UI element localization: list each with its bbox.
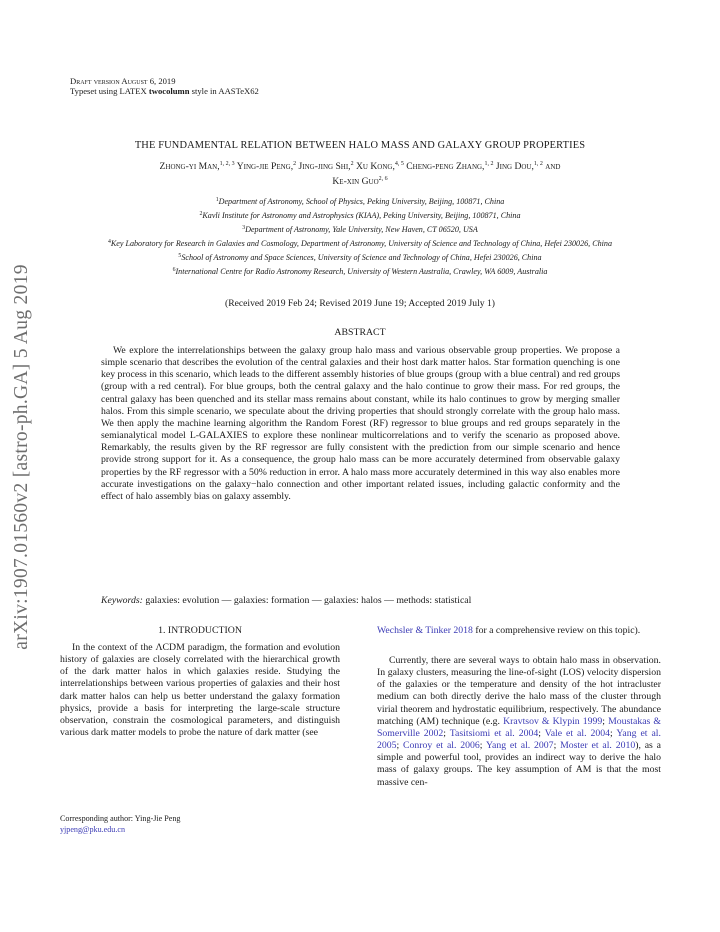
- typeset-line: Typeset using LATEX twocolumn style in AASTeX62: [70, 86, 259, 97]
- keywords: [101, 595, 620, 606]
- citation-link[interactable]: Conroy et al. 2006: [403, 740, 480, 752]
- draft-version: Draft version August 6, 2019: [70, 76, 176, 86]
- affiliation: $^1$Department of Astronomy, School of Physics, Peking University, Beijing, 100871, China: [215, 197, 505, 206]
- author: Cheng-peng Zhang,$^{1, 2}$: [406, 161, 494, 172]
- citation-link[interactable]: Yang et al. 2005: [377, 727, 661, 752]
- citation-link[interactable]: Tasitsiomi et al. 2004: [449, 727, 539, 739]
- author-conjunction: and: [545, 161, 561, 172]
- affiliation: $^3$Department of Astronomy, Yale University, New Haven, CT 06520, USA: [242, 225, 478, 235]
- intro-paragraph-right: Currently, there are several ways to obtain halo mass in observation. In galaxy clusters, measuring the line-of-sight (LOS) velocity dispersion of the galaxies or the temperature and density of the hot intracluster medium can both directly derive the halo mass of the cluster through virial theorem and hydrostatic equilibrium, respectively. The abundance matching (AM) technique (e.g. Kravtsov & Klypin 1999; Moustakas & Somerville 2002; Tasitsiomi et al. 2004; Vale et al. 2004; Yang et al. 2005; Conroy et al. 2006; Yang et al. 2007; Moster et al. 2010), as a simple and powerful tool, provides an indirect way to derive the halo mass of galaxy groups. The key assumption of AM is that the most massive cen-: [377, 655, 661, 788]
- abstract-text: We explore the interrelationships between the galaxy group halo mass and various observable group properties. We propose a simple scenario that describes the evolution of the central galaxies and their host dark matter halos. Star formation quenching is one key process in this scenario, which leads to the different assembly histories of blue groups (group with a blue central) and red groups (group with a red central). For blue groups, both the central galaxy and the halo continue to grow their mass. For red groups, the central galaxy has been quenched and its stellar mass remains about constant, while its halo continues to grow by merging smaller halos. From this simple scenario, we speculate about the driving properties that should strongly correlate with the group halo mass. We then apply the machine learning algorithm the Random Forest (RF) regressor to blue groups and red groups separately in the semianalytical model L-GALAXIES to explore these nonlinear multicorrelations and to verify the scenario as proposed above. Remarkably, the results given by the RF regressor are fully consistent with the prediction from our simple scenario and hence provide strong support for it. As a consequence, the group halo mass can be more accurately determined from observable galaxy properties by the RF regressor with a 50% reduction in error. A halo mass more accurately determined in this way also enables more accurate investigations on the galaxy−halo connection and other important related issues, including galactic conformity and the effect of halo assembly bias on galaxy assembly.: [101, 345, 620, 502]
- corresponding-author: [60, 814, 180, 836]
- latex-logo: LATEX: [119, 86, 147, 97]
- keywords-list: galaxies: evolution — galaxies: formation — galaxies: halos — methods: statistical: [142, 595, 472, 606]
- author: Jing Dou,$^{1, 2}$: [495, 161, 543, 172]
- keywords-label: Keywords:: [101, 595, 143, 606]
- author: Zhong-yi Man,$^{1, 2, 3}$: [159, 161, 235, 172]
- citation-link[interactable]: Wechsler & Tinker 2018: [377, 625, 473, 636]
- citation-link[interactable]: Moustakas & Somerville 2002: [377, 715, 661, 739]
- affiliations: [60, 194, 660, 279]
- author: Xu Kong,$^{4, 5}$: [355, 161, 404, 172]
- affiliation: $^2$Kavli Institute for Astronomy and Astrophysics (KIAA), Peking University, Beijing, 100871, China: [199, 211, 521, 221]
- abstract-heading: ABSTRACT: [334, 327, 386, 338]
- citation-link[interactable]: Kravtsov & Klypin 1999: [503, 715, 603, 727]
- preprint-header: [70, 76, 259, 97]
- citation-link[interactable]: Vale et al. 2004: [544, 727, 611, 739]
- corresponding-author-label: Corresponding author: Ying-Jie Peng: [60, 814, 181, 823]
- affiliation: $^6$International Centre for Radio Astronomy Research, University of Western Australia, Crawley, WA 6009, Australia: [172, 267, 548, 277]
- affiliation: $^5$School of Astronomy and Space Sciences, University of Science and Technology of China, Hefei 230026, China: [178, 253, 542, 263]
- author: Ke-xin Guo$^{2, 6}$: [332, 176, 388, 187]
- arxiv-identifier: arXiv:1907.01560v2 [astro-ph.GA] 5 Aug 2019: [11, 264, 32, 650]
- arxiv-sidebar: [0, 222, 44, 692]
- intro-paragraph-left: In the context of the ΛCDM paradigm, the formation and evolution history of galaxies are closely correlated with the hierarchical growth of the dark matter halos in which galaxies reside. Studying the interrelationships between various properties of galaxies and their host dark matter halos can help us better understand the galaxy formation physics, provide a basis for interpreting the large-scale structure observation, constrain the cosmological parameters, and distinguish various dark matter models to probe the nature of dark matter (see: [60, 642, 340, 739]
- author-list: [60, 158, 660, 188]
- intro-paragraph-right-continued: Wechsler & Tinker 2018 for a comprehensive review on this topic).: [377, 625, 641, 636]
- author: Jing-jing Shi,$^2$: [298, 161, 354, 172]
- author: Ying-jie Peng,$^2$: [236, 161, 297, 172]
- section-heading: 1. INTRODUCTION: [158, 625, 242, 636]
- citation-link[interactable]: Moster et al. 2010: [560, 740, 636, 752]
- paper-title: THE FUNDAMENTAL RELATION BETWEEN HALO MASS AND GALAXY GROUP PROPERTIES: [134, 140, 586, 151]
- citation-link[interactable]: Yang et al. 2007: [485, 740, 554, 752]
- affiliation: $^4$Key Laboratory for Research in Galaxies and Cosmology, Department of Astronomy, University of Science and Technology of China, Hefei 230026, China: [107, 239, 613, 249]
- corresponding-email-link[interactable]: yjpeng@pku.edu.cn: [60, 824, 125, 834]
- received-dates: (Received 2019 Feb 24; Revised 2019 June 19; Accepted 2019 July 1): [225, 298, 495, 309]
